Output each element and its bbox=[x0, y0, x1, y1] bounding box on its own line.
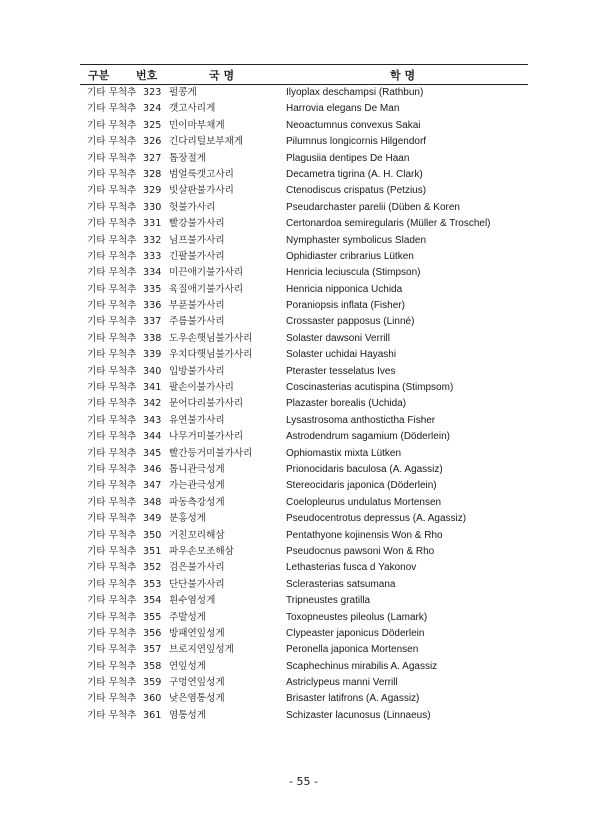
category-cell: 기타 무척추 bbox=[87, 595, 137, 607]
category-cell: 기타 무척추 bbox=[87, 463, 137, 475]
scientific-name-cell: Ophidiaster cribrarius Lütken bbox=[286, 250, 414, 262]
table-row bbox=[80, 675, 528, 691]
scientific-name-cell: Pseudocnus pawsoni Won & Rho bbox=[286, 545, 435, 557]
category-cell: 기타 무척추 bbox=[87, 578, 137, 590]
table-row bbox=[80, 544, 528, 560]
table-row bbox=[80, 347, 528, 363]
scientific-name-cell: Certonardoa semiregularis (Müller & Troschel) bbox=[286, 218, 491, 230]
number-cell: 335 bbox=[143, 283, 162, 295]
scientific-name-cell: Henricia nipponica Uchida bbox=[286, 283, 403, 295]
scientific-name-cell: Brisaster latifrons (A. Agassiz) bbox=[286, 693, 420, 705]
table-row bbox=[80, 478, 528, 494]
category-cell: 기타 무척추 bbox=[87, 250, 137, 262]
number-cell: 353 bbox=[143, 578, 162, 590]
scientific-name-cell: Schizaster lacunosus (Linnaeus) bbox=[286, 709, 431, 721]
number-cell: 342 bbox=[143, 398, 162, 410]
scientific-name-cell: Stereocidaris japonica (Döderlein) bbox=[286, 480, 437, 492]
korean-name-cell: 유연불가사리 bbox=[169, 414, 225, 426]
category-cell: 기타 무척추 bbox=[87, 201, 137, 213]
number-cell: 328 bbox=[143, 168, 162, 180]
category-cell: 기타 무척추 bbox=[87, 168, 137, 180]
category-cell: 기타 무척추 bbox=[87, 332, 137, 344]
number-cell: 348 bbox=[143, 496, 162, 508]
table-row bbox=[80, 216, 528, 232]
number-cell: 327 bbox=[143, 152, 162, 164]
category-cell: 기타 무척추 bbox=[87, 185, 137, 197]
korean-name-cell: 긴다리털보부채게 bbox=[169, 136, 244, 148]
category-cell: 기타 무척추 bbox=[87, 119, 137, 131]
header-number: 번호 bbox=[136, 69, 158, 82]
table-row bbox=[80, 642, 528, 658]
category-cell: 기타 무척추 bbox=[87, 365, 137, 377]
scientific-name-cell: Toxopneustes pileolus (Lamark) bbox=[286, 611, 428, 623]
scientific-name-cell: Lethasterias fusca d Yakonov bbox=[286, 562, 417, 574]
scientific-name-cell: Crossaster papposus (Linné) bbox=[286, 316, 415, 328]
number-cell: 349 bbox=[143, 513, 162, 525]
korean-name-cell: 헛불가사리 bbox=[169, 201, 216, 213]
scientific-name-cell: Scaphechinus mirabilis A. Agassiz bbox=[286, 660, 438, 672]
scientific-name-cell: Henricia leciuscula (Stimpson) bbox=[286, 267, 421, 279]
korean-name-cell: 나무거미불가사리 bbox=[169, 431, 244, 443]
table-row bbox=[80, 167, 528, 183]
category-cell: 기타 무척추 bbox=[87, 382, 137, 394]
scientific-name-cell: Pilumnus longicornis Hilgendorf bbox=[286, 136, 427, 148]
scientific-name-cell: Pseudocentrotus depressus (A. Agassiz) bbox=[286, 513, 467, 525]
korean-name-cell: 흰수염성게 bbox=[169, 595, 216, 607]
header-scientific-name: 학 명 bbox=[390, 69, 416, 82]
scientific-name-cell: Solaster dawsoni Verrill bbox=[286, 332, 390, 344]
table-row bbox=[80, 331, 528, 347]
scientific-name-cell: Ctenodiscus crispatus (Petzius) bbox=[286, 185, 427, 197]
scientific-name-cell: Peronella japonica Mortensen bbox=[286, 644, 419, 656]
number-cell: 361 bbox=[143, 709, 162, 721]
number-cell: 352 bbox=[143, 562, 162, 574]
category-cell: 기타 무척추 bbox=[87, 447, 137, 459]
scientific-name-cell: Lysastrosoma anthostictha Fisher bbox=[286, 414, 436, 426]
number-cell: 355 bbox=[143, 611, 162, 623]
korean-name-cell: 빨간등거미불가사리 bbox=[169, 447, 253, 459]
table-row bbox=[80, 380, 528, 396]
category-cell: 기타 무척추 bbox=[87, 562, 137, 574]
korean-name-cell: 파동측강성게 bbox=[169, 496, 225, 508]
category-cell: 기타 무척추 bbox=[87, 398, 137, 410]
category-cell: 기타 무척추 bbox=[87, 677, 137, 689]
category-cell: 기타 무척추 bbox=[87, 87, 137, 98]
korean-name-cell: 거친꼬리해삼 bbox=[169, 529, 225, 541]
korean-name-cell: 부푼불가사리 bbox=[169, 300, 225, 312]
table-row bbox=[80, 577, 528, 593]
category-cell: 기타 무척추 bbox=[87, 103, 137, 115]
number-cell: 341 bbox=[143, 382, 162, 394]
scientific-name-cell: Coelopleurus undulatus Mortensen bbox=[286, 496, 442, 508]
korean-name-cell: 긴팔불가사리 bbox=[169, 250, 225, 262]
korean-name-cell: 팔손이불가사리 bbox=[169, 382, 234, 394]
scientific-name-cell: Pteraster tesselatus Ives bbox=[286, 365, 396, 377]
category-cell: 기타 무척추 bbox=[87, 480, 137, 492]
scientific-name-cell: Plagusiia dentipes De Haan bbox=[286, 152, 410, 164]
scientific-name-cell: Ilyoplax deschampsi (Rathbun) bbox=[286, 87, 424, 98]
scientific-name-cell: Neoactumnus convexus Sakai bbox=[286, 119, 421, 131]
table-row bbox=[80, 429, 528, 445]
number-cell: 357 bbox=[143, 644, 162, 656]
number-cell: 332 bbox=[143, 234, 162, 246]
korean-name-cell: 범얼룩갯고사리 bbox=[169, 168, 234, 180]
number-cell: 343 bbox=[143, 414, 162, 426]
table-row bbox=[80, 511, 528, 527]
number-cell: 331 bbox=[143, 218, 162, 230]
table-row bbox=[80, 462, 528, 478]
korean-name-cell: 문어다리불가사리 bbox=[169, 398, 244, 410]
number-cell: 359 bbox=[143, 677, 162, 689]
korean-name-cell: 낮은염통성게 bbox=[169, 693, 225, 705]
scientific-name-cell: Nymphaster symbolicus Sladen bbox=[286, 234, 427, 246]
scientific-name-cell: Harrovia elegans De Man bbox=[286, 103, 400, 115]
scientific-name-cell: Coscinasterias acutispina (Stimpsom) bbox=[286, 382, 454, 394]
category-cell: 기타 무척추 bbox=[87, 496, 137, 508]
table-row bbox=[80, 626, 528, 642]
korean-name-cell: 주발성게 bbox=[169, 611, 207, 623]
category-cell: 기타 무척추 bbox=[87, 611, 137, 623]
number-cell: 351 bbox=[143, 545, 162, 557]
table-row bbox=[80, 610, 528, 626]
scientific-name-cell: Pseudarchaster parelii (Düben & Koren bbox=[286, 201, 460, 213]
number-cell: 329 bbox=[143, 185, 162, 197]
scientific-name-cell: Sclerasterias satsumana bbox=[286, 578, 396, 590]
number-cell: 333 bbox=[143, 250, 162, 262]
number-cell: 344 bbox=[143, 431, 162, 443]
scientific-name-cell: Astriclypeus manni Verrill bbox=[286, 677, 398, 689]
number-cell: 338 bbox=[143, 332, 162, 344]
table-row bbox=[80, 446, 528, 462]
table-row bbox=[80, 85, 528, 101]
table-row bbox=[80, 560, 528, 576]
table-row bbox=[80, 495, 528, 511]
table-body bbox=[80, 85, 528, 724]
table-row bbox=[80, 200, 528, 216]
korean-name-cell: 도우손햇님불가사리 bbox=[169, 332, 253, 344]
category-cell: 기타 무척추 bbox=[87, 316, 137, 328]
category-cell: 기타 무척추 bbox=[87, 267, 137, 279]
table-row bbox=[80, 396, 528, 412]
table-row bbox=[80, 233, 528, 249]
korean-name-cell: 검은불가사리 bbox=[169, 562, 225, 574]
number-cell: 323 bbox=[143, 87, 162, 98]
korean-name-cell: 펄콩게 bbox=[169, 87, 197, 98]
number-cell: 324 bbox=[143, 103, 162, 115]
korean-name-cell: 분홍성게 bbox=[169, 513, 207, 525]
korean-name-cell: 육질애기불가사리 bbox=[169, 283, 244, 295]
category-cell: 기타 무척추 bbox=[87, 283, 137, 295]
scientific-name-cell: Ophiomastix mixta Lütken bbox=[286, 447, 402, 459]
page-number: - 55 - bbox=[289, 775, 318, 788]
number-cell: 356 bbox=[143, 627, 162, 639]
category-cell: 기타 무척추 bbox=[87, 627, 137, 639]
korean-name-cell: 단단불가사리 bbox=[169, 578, 225, 590]
table-row bbox=[80, 593, 528, 609]
table-row bbox=[80, 183, 528, 199]
table-row bbox=[80, 265, 528, 281]
korean-name-cell: 민이마부채게 bbox=[169, 119, 225, 131]
category-cell: 기타 무척추 bbox=[87, 414, 137, 426]
table-row bbox=[80, 134, 528, 150]
korean-name-cell: 갯고사리게 bbox=[169, 103, 216, 115]
header-category: 구분 bbox=[88, 69, 110, 82]
number-cell: 350 bbox=[143, 529, 162, 541]
number-cell: 358 bbox=[143, 660, 162, 672]
number-cell: 340 bbox=[143, 365, 162, 377]
korean-name-cell: 우치다햇님불가사리 bbox=[169, 349, 253, 361]
scientific-name-cell: Solaster uchidai Hayashi bbox=[286, 349, 397, 361]
number-cell: 336 bbox=[143, 300, 162, 312]
number-cell: 337 bbox=[143, 316, 162, 328]
korean-name-cell: 브로지연잎성게 bbox=[169, 644, 234, 656]
korean-name-cell: 톱니관극성게 bbox=[169, 463, 225, 475]
number-cell: 325 bbox=[143, 119, 162, 131]
korean-name-cell: 파우손모조해삼 bbox=[169, 545, 234, 557]
scientific-name-cell: Plazaster borealis (Uchida) bbox=[286, 398, 407, 410]
category-cell: 기타 무척추 bbox=[87, 529, 137, 541]
number-cell: 330 bbox=[143, 201, 162, 213]
korean-name-cell: 염통성게 bbox=[169, 709, 207, 721]
table-row bbox=[80, 298, 528, 314]
category-cell: 기타 무척추 bbox=[87, 234, 137, 246]
table-row bbox=[80, 314, 528, 330]
category-cell: 기타 무척추 bbox=[87, 218, 137, 230]
table-row bbox=[80, 413, 528, 429]
scientific-name-cell: Astrodendrum sagamium (Döderlein) bbox=[286, 431, 450, 443]
table-row bbox=[80, 659, 528, 675]
table-row bbox=[80, 282, 528, 298]
scientific-name-cell: Poraniopsis inflata (Fisher) bbox=[286, 300, 405, 312]
korean-name-cell: 빨강불가사리 bbox=[169, 218, 225, 230]
category-cell: 기타 무척추 bbox=[87, 644, 137, 656]
korean-name-cell: 주름불가사리 bbox=[169, 316, 225, 328]
table-row bbox=[80, 364, 528, 380]
category-cell: 기타 무척추 bbox=[87, 349, 137, 361]
species-table bbox=[80, 64, 528, 724]
korean-name-cell: 미끈애기불가사리 bbox=[169, 267, 244, 279]
number-cell: 347 bbox=[143, 480, 162, 492]
table-row bbox=[80, 528, 528, 544]
table-row bbox=[80, 708, 528, 724]
number-cell: 326 bbox=[143, 136, 162, 148]
table-row bbox=[80, 691, 528, 707]
table-row bbox=[80, 151, 528, 167]
scientific-name-cell: Clypeaster japonicus Döderlein bbox=[286, 627, 425, 639]
korean-name-cell: 톱장절게 bbox=[169, 152, 207, 164]
scientific-name-cell: Tripneustes gratilla bbox=[286, 595, 371, 607]
number-cell: 346 bbox=[143, 463, 162, 475]
category-cell: 기타 무척추 bbox=[87, 431, 137, 443]
scientific-name-cell: Decametra tigrina (A. H. Clark) bbox=[286, 168, 423, 180]
number-cell: 354 bbox=[143, 595, 162, 607]
category-cell: 기타 무척추 bbox=[87, 693, 137, 705]
korean-name-cell: 구멍연잎성게 bbox=[169, 677, 225, 689]
category-cell: 기타 무척추 bbox=[87, 545, 137, 557]
korean-name-cell: 님프불가사리 bbox=[169, 234, 225, 246]
category-cell: 기타 무척추 bbox=[87, 513, 137, 525]
number-cell: 345 bbox=[143, 447, 162, 459]
category-cell: 기타 무척추 bbox=[87, 136, 137, 148]
korean-name-cell: 빗살판불가사리 bbox=[169, 185, 234, 197]
korean-name-cell: 가는관극성게 bbox=[169, 480, 225, 492]
number-cell: 334 bbox=[143, 267, 162, 279]
table-row bbox=[80, 118, 528, 134]
korean-name-cell: 연잎성게 bbox=[169, 660, 207, 672]
scientific-name-cell: Prionocidaris baculosa (A. Agassiz) bbox=[286, 463, 443, 475]
table-row bbox=[80, 249, 528, 265]
table-header bbox=[80, 64, 528, 85]
table-row bbox=[80, 101, 528, 117]
category-cell: 기타 무척추 bbox=[87, 709, 137, 721]
number-cell: 339 bbox=[143, 349, 162, 361]
category-cell: 기타 무척추 bbox=[87, 300, 137, 312]
category-cell: 기타 무척추 bbox=[87, 660, 137, 672]
category-cell: 기타 무척추 bbox=[87, 152, 137, 164]
scientific-name-cell: Pentathyone kojinensis Won & Rho bbox=[286, 529, 443, 541]
number-cell: 360 bbox=[143, 693, 162, 705]
korean-name-cell: 방패연잎성게 bbox=[169, 627, 225, 639]
header-korean-name: 국 명 bbox=[209, 69, 235, 82]
korean-name-cell: 입방불가사리 bbox=[169, 365, 225, 377]
